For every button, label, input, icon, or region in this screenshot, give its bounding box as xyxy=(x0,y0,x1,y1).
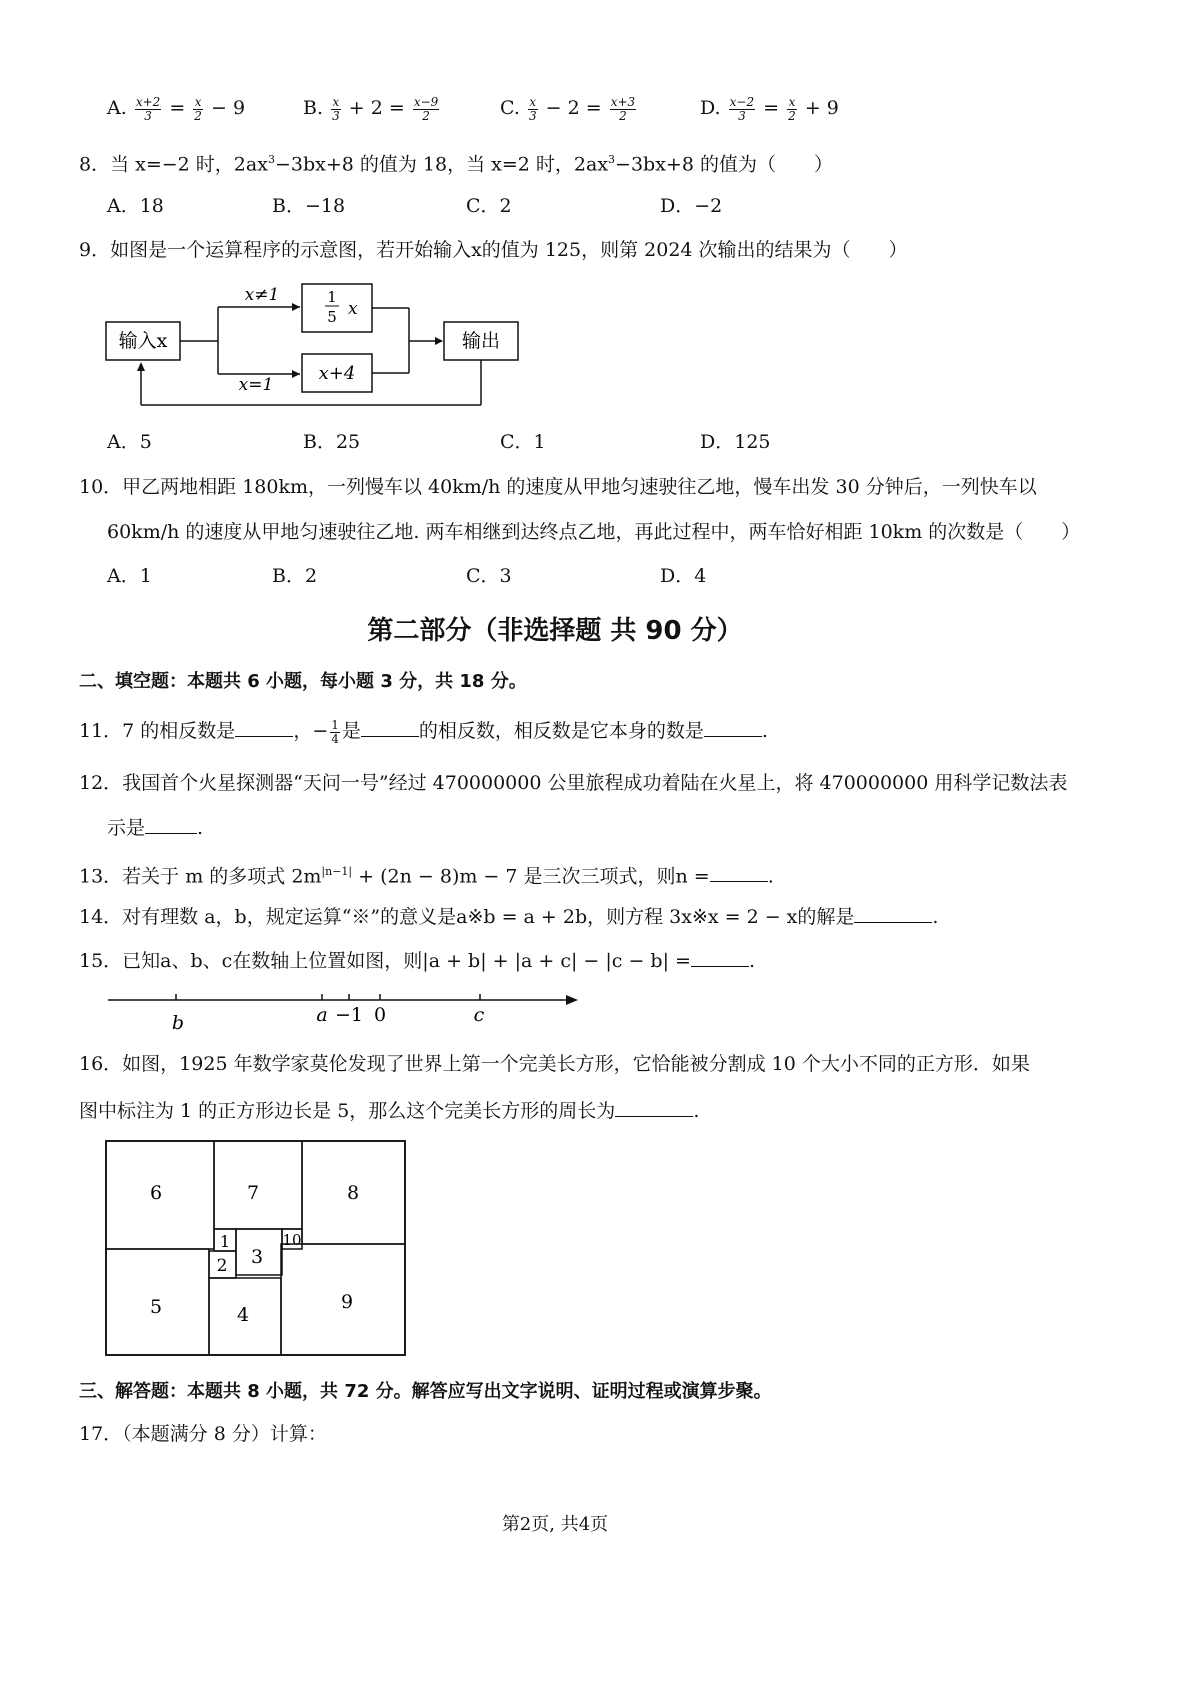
svg-text:5: 5 xyxy=(327,308,337,326)
fraction: $\frac{x}{3}$ xyxy=(528,94,537,123)
page-footer: 第2页, 共4页 xyxy=(501,1514,609,1535)
question-14: 14．对有理数 a，b，规定运算“※”的意义是a※b = a + 2b，则方程 3x※x = 2 − x的解是 . xyxy=(79,902,938,931)
q8-option-b: B．−18 xyxy=(272,195,346,217)
svg-text:3: 3 xyxy=(250,1246,264,1268)
svg-text:9: 9 xyxy=(340,1291,354,1313)
fraction: $\frac{x+2}{3}$ xyxy=(135,94,161,123)
answer-blank xyxy=(704,716,762,737)
fraction: $\frac{x+3}{2}$ xyxy=(610,94,636,123)
flowchart-diagram xyxy=(100,278,530,413)
q9-option-d: D．125 xyxy=(700,431,771,453)
question-11: 11．7 的相反数是 ，− $\frac{1}{4}$ 是 的相反数，相反数是它本身的数是 . xyxy=(79,717,768,746)
perfect-rectangle-diagram xyxy=(100,1135,412,1360)
svg-text:7: 7 xyxy=(246,1182,260,1204)
q9-option-a: A．5 xyxy=(107,431,152,453)
answer-blank xyxy=(145,813,197,834)
condition-one: x=1 xyxy=(238,375,274,395)
svg-text:1: 1 xyxy=(327,288,337,306)
section-two-heading: 二、填空题：本题共 6 小题，每小题 3 分，共 18 分。 xyxy=(79,671,527,692)
question-8: 8．当 x=−2 时，$2ax^3-3bx+8$ 的值为 18，当 x=2 时，$2ax^3-3bx+8$ 的值为（ ） xyxy=(79,153,833,176)
svg-text:6: 6 xyxy=(149,1182,163,1204)
answer-blank xyxy=(691,946,749,967)
q10-option-d: D．4 xyxy=(660,565,707,587)
q8-option-a: A．18 xyxy=(107,195,164,217)
q7-option-a: A. $\frac{x+2}{3}$ = $\frac{x}{2}$ − 9 xyxy=(107,94,246,123)
output-label: 输出 xyxy=(461,330,501,352)
answer-blank xyxy=(615,1096,693,1117)
question-16-line-1: 16．如图，1925 年数学家莫伦发现了世界上第一个完美长方形，它恰能被分割成 10 个大小不同的正方形．如果 xyxy=(79,1053,1030,1075)
condition-not-one: x≠1 xyxy=(244,285,280,305)
question-12-line-1: 12．我国首个火星探测器“天问一号”经过 470000000 公里旅程成功着陆在火星上，将 470000000 用科学记数法表 xyxy=(79,772,1068,794)
answer-blank xyxy=(854,902,932,923)
svg-text:4: 4 xyxy=(236,1304,250,1326)
q9-option-b: B．25 xyxy=(303,431,361,453)
label-zero: 0 xyxy=(373,1004,387,1026)
q7-option-b: B. $\frac{x}{3}$ + 2 = $\frac{x-9}{2}$ xyxy=(303,94,439,123)
question-9: 9．如图是一个运算程序的示意图，若开始输入x的值为 125，则第 2024 次输出的结果为（ ） xyxy=(79,239,908,261)
q10-option-c: C．3 xyxy=(466,565,512,587)
fraction: $\frac{x}{2}$ xyxy=(194,94,202,123)
svg-text:1: 1 xyxy=(219,1232,231,1251)
fraction: $\frac{x-2}{3}$ xyxy=(729,94,755,123)
svg-text:x: x xyxy=(348,299,358,319)
q7-option-d: D. $\frac{x-2}{3}$ = $\frac{x}{2}$ + 9 xyxy=(700,94,839,123)
q10-option-a: A．1 xyxy=(107,565,152,587)
fraction: $\frac{x}{3}$ xyxy=(332,94,340,123)
input-label: 输入x xyxy=(118,330,168,352)
q9-option-c: C．1 xyxy=(500,431,546,453)
answer-blank xyxy=(361,716,419,737)
label-b: b xyxy=(171,1012,185,1034)
svg-text:2: 2 xyxy=(216,1256,228,1276)
q10-option-b: B．2 xyxy=(272,565,318,587)
label-c: c xyxy=(473,1004,485,1026)
label-a: a xyxy=(316,1004,328,1026)
q8-option-c: C．2 xyxy=(466,195,512,217)
part-two-title: 第二部分（非选择题 共 90 分） xyxy=(367,616,743,646)
q7-option-c: C. $\frac{x}{3}$ − 2 = $\frac{x+3}{2}$ xyxy=(500,94,636,123)
fraction-box xyxy=(302,284,372,332)
question-15: 15．已知a、b、c在数轴上位置如图，则|a + b| + |a + c| − |c − b| = . xyxy=(79,946,755,975)
question-17: 17．（本题满分 8 分）计算： xyxy=(79,1423,327,1445)
svg-text:5: 5 xyxy=(149,1296,163,1318)
fraction: $\frac{x-9}{2}$ xyxy=(413,94,439,123)
svg-text:10: 10 xyxy=(282,1231,302,1249)
fraction: $\frac{x}{2}$ xyxy=(788,94,796,123)
question-16-line-2: 图中标注为 1 的正方形边长是 5，那么这个完美长方形的周长为 . xyxy=(79,1096,699,1125)
svg-text:x+4: x+4 xyxy=(318,363,356,384)
question-10-line-2: 60km/h 的速度从甲地匀速驶往乙地. 两车相继到达终点乙地，再此过程中，两车恰好相距 10km 的次数是（ ） xyxy=(107,521,1081,543)
answer-blank xyxy=(235,716,293,737)
svg-text:8: 8 xyxy=(346,1182,360,1204)
q8-option-d: D．−2 xyxy=(660,195,723,217)
question-10-line-1: 10．甲乙两地相距 180km，一列慢车以 40km/h 的速度从甲地匀速驶往乙地，慢车出发 30 分钟后，一列快车以 xyxy=(79,476,1037,498)
number-line xyxy=(100,985,590,1035)
question-12-line-2: 示是 . xyxy=(107,813,203,842)
fraction: $\frac{1}{4}$ xyxy=(331,717,339,746)
answer-blank xyxy=(710,861,768,882)
question-13: 13．若关于 m 的多项式 $2m^{|n-1|} + (2n - 8)m - 7$ 是三次三项式，则n = . xyxy=(79,858,774,890)
section-three-heading: 三、解答题：本题共 8 小题，共 72 分。解答应写出文字说明、证明过程或演算步聚。 xyxy=(79,1381,772,1402)
label-minus-one: −1 xyxy=(334,1004,364,1026)
